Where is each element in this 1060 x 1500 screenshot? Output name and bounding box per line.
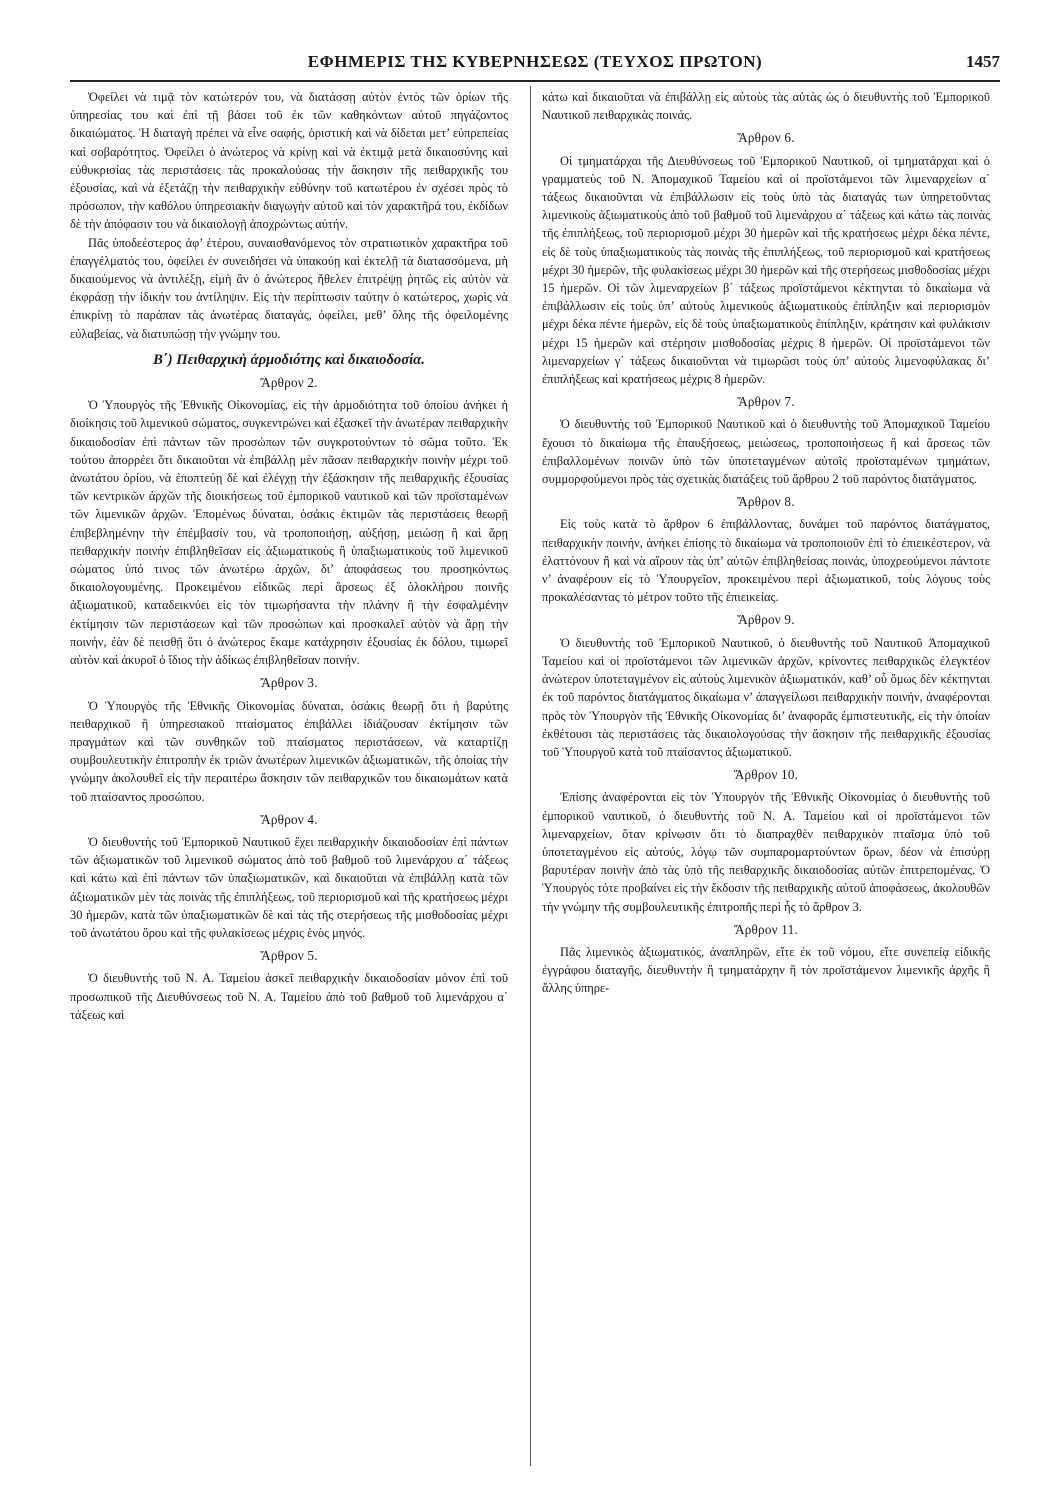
page-header <box>70 52 1000 78</box>
article-heading: Ἄρθρον 5. <box>260 948 318 964</box>
paragraph: Ὁ Ὑπουργὸς τῆς Ἐθνικῆς Οἰκονομίας δύναται, ὁσάκις θεωρῇ ὅτι ἡ βαρύτης πειθαρχικοῦ ἢ ὑπηρεσιακοῦ πταίσματος ἐπιβάλλει ἰδιάζουσαν ἐκτίμησιν τῶν πραγμάτων καὶ τῶν συνθηκῶν τοῦ πταίσματος περιστάσεων, νὰ καταρτίζῃ συμβουλευτικὴν ἐπιτροπὴν ἐκ τριῶν ἀνωτέρων λιμενικῶν ἀξιωματικῶν, τῆς ὁποίας τὴν γνώμην ἀκολουθεῖ εἰς τὴν περαιτέρω ἄσκησιν τῶν πειθαρχικῶν του δικαιωμάτων κατὰ τοῦ πταίσαντος προσώπου. <box>70 698 508 804</box>
article-heading: Ἄρθρον 6. <box>737 130 795 146</box>
paragraph: Ἐπίσης ἀναφέρονται εἰς τὸν Ὑπουργὸν τῆς Ἐθνικῆς Οἰκονομίας ὁ διευθυντὴς τοῦ ἐμπορικοῦ ναυτικοῦ, ὁ διευθυντὴς τοῦ Ν. Α. Ταμείου καὶ οἱ προϊστάμενοι τῶν λιμεναρχείων, ὅταν κρίνωσιν ὅτι τὸ διαπραχθὲν πειθαρχικὸν πταῖσμα ὑπὸ τοῦ ὑποτεταγμένου εἰς αὐτούς, λόγῳ τῶν συμπαρομαρτούντων ὅρων, δέον νὰ ἐπισύρῃ βαρυτέραν ποινὴν ἀπὸ τὰς ὑπὸ τῆς πειθαρχικῆς δικαιοδοσίας αὐτῶν ἐπιτρεπομένας. Ὁ Ὑπουργὸς τότε προβαίνει εἰς τὴν ἔκδοσιν τῆς πειθαρχικῆς αὐτοῦ ἀποφάσεως, ἀκολουθῶν τὴν γνώμην τῆς συμβουλευτικῆς ἐπιτροπῆς περὶ ἧς τὸ ἄρθρον 3. <box>542 790 990 914</box>
paragraph: Ὁ διευθυντὴς τοῦ Ἐμπορικοῦ Ναυτικοῦ ἔχει πειθαρχικὴν δικαιοδοσίαν ἐπὶ πάντων τῶν ἀξιωματικῶν τοῦ λιμενικοῦ σώματος ἀπὸ τοῦ βαθμοῦ τοῦ λιμενάρχου α΄ τάξεως καὶ κάτω καὶ ἐπὶ πάντων τῶν ὑπαξιωματικῶν, καὶ δικαιοῦται νὰ ἐπιβάλλῃ κατὰ τῶν ἀξιωματικῶν μὲν τὰς ποινὰς τῆς ἐπιπλήξεως, τοῦ περιορισμοῦ καὶ τῆς κρατήσεως μέχρι 30 ἡμερῶν, κατὰ τῶν ὑπαξιωματικῶν δὲ καὶ τὰς τῆς στερήσεως τῆς μισθοδοσίας μέχρι τοῦ ἀνωτάτου ὅρου καὶ τῆς φυλακίσεως μέχρις ἑνὸς μηνός. <box>70 834 508 940</box>
article-heading: Ἄρθρον 9. <box>737 612 795 628</box>
paragraph: Πᾶς ὑποδεέστερος ἀφ’ ἑτέρου, συναισθανόμενος τὸν στρατιωτικὸν χαρακτῆρα τοῦ ἐπαγγέλματός του, ὀφείλει ἐν συνειδήσει νὰ ὑπακούῃ καὶ ἐκτελῇ τὰ διατασσόμενα, μὴ δικαιούμενος νὰ ἀντιλέξῃ, εἰμὴ ἂν ὁ ἀνώτερος ἤθελεν ἐπιτρέψῃ ῥητῶς εἰς αὐτὸν νὰ ἐκφράσῃ τὴν ἰδικήν του ἀντίληψιν. Εἰς τὴν περίπτωσιν ταύτην ὁ κατώτερος, χωρὶς νὰ ἐπικρίνῃ τὸ παράπαν τὰς ἀνωτέρας διαταγάς, ὀφείλει, μεθ’ ὅλης τῆς ὀφειλομένης εὐλαβείας, νὰ διατυπώσῃ τὴν γνώμην του. <box>70 235 508 341</box>
article-heading: Ἄρθρον 10. <box>733 767 799 783</box>
paragraph: Οἱ τμηματάρχαι τῆς Διευθύνσεως τοῦ Ἐμπορικοῦ Ναυτικοῦ, οἱ τμηματάρχαι καὶ ὁ γραμματεὺς τοῦ Ν. Ἀπομαχικοῦ Ταμείου καὶ οἱ προϊστάμενοι τῶν λιμεναρχείων α΄ τάξεως δικαιοῦνται νὰ ἐπιβάλλωσιν εἰς τοὺς ὑπὸ τὰς διαταγάς των ὑπηρετοῦντας λιμενικοὺς ἀξιωματικοὺς ἀπὸ τοῦ βαθμοῦ τοῦ λιμενάρχου α΄ τάξεως καὶ κάτω τὰς ποινὰς τῆς ἐπιπλήξεως, τοῦ περιορισμοῦ μέχρι 30 ἡμερῶν καὶ τῆς κρατήσεως μέχρι δέκα πέντε, εἰς δὲ τοὺς ὑπαξιωματικοὺς τὰς ποινὰς τῆς ἐπιπλήξεως, τοῦ περιορισμοῦ καὶ κρατήσεως μέχρι 30 ἡμερῶν, τῆς φυλακίσεως μέχρι 30 ἡμερῶν καὶ τῆς στερήσεως μισθοδοσίας μέχρι 15 ἡμερῶν. Οἱ τῶν λιμεναρχείων β΄ τάξεως προϊστάμενοι κέκτηνται τὸ δικαίωμα νὰ ἐπιβάλλωσιν εἰς τοὺς ὑπ’ αὐτοὺς λιμενικοὺς ἀξιωματικοὺς ἐπίπληξιν καὶ περιορισμὸν μέχρι δέκα πέντε ἡμερῶν, εἰς δὲ τοὺς ὑπαξιωματικοὺς ἐπίπληξιν, κράτησιν καὶ φυλάκισιν μέχρι 15 ἡμερῶν καὶ στέρησιν μισθοδοσίας μέχρις 8 ἡμερῶν. Οἱ προϊστάμενοι τῶν λιμεναρχείων γ΄ τάξεως δικαιοῦνται νὰ τιμωρῶσι τοὺς ὑπ’ αὐτοὺς λιμενοφύλακας δι’ ἐπιπλήξεως καὶ κρατήσεως μέχρις 8 ἡμερῶν. <box>542 153 990 387</box>
article-heading: Ἄρθρον 4. <box>260 811 318 827</box>
right-column <box>542 88 990 1463</box>
paragraph: Εἰς τοὺς κατὰ τὸ ἄρθρον 6 ἐπιβάλλοντας, δυνάμει τοῦ παρόντος διατάγματος, πειθαρχικὴν ποινήν, ἀνήκει ἐπίσης τὸ δικαίωμα νὰ τροποποιοῦν ἐπὶ τὸ ἐπιεικέστερον, νὰ ἐλαττόνουν ἢ καὶ νὰ αἴρουν τὰς ὑπ’ αὐτῶν ἐπιβληθείσας ποινάς, ὑποχρεούμενοι πάντοτε ν’ ἀναφέρουν εἰς τὸ Ὑπουργεῖον, προκειμένου περὶ ἀξιωματικοῦ, τοὺς λόγους τοὺς προκαλέσαντας τὸ μέτρον τοῦτο τῆς ἐπιεικείας. <box>542 517 990 605</box>
paragraph: κάτω καὶ δικαιοῦται νὰ ἐπιβάλλῃ εἰς αὐτοὺς τὰς αὐτὰς ὡς ὁ διευθυντὴς τοῦ Ἐμπορικοῦ Ναυτικοῦ πειθαρχικὰς ποινάς. <box>542 90 990 123</box>
paragraph: Πᾶς λιμενικὸς ἀξιωματικός, ἀναπληρῶν, εἴτε ἐκ τοῦ νόμου, εἴτε συνεπείᾳ εἰδικῆς ἐγγράφου διαταγῆς, διευθυντὴν ἢ τμηματάρχην ἢ τὸν προϊστάμενον λιμενικῆς ἀρχῆς ἢ ἄλλης ὑπηρε- <box>542 944 990 996</box>
paragraph: Ὁ διευθυντὴς τοῦ Ν. Α. Ταμείου ἀσκεῖ πειθαρχικὴν δικαιοδοσίαν μόνον ἐπὶ τοῦ προσωπικοῦ τῆς Διευθύνσεως τοῦ Ν. Α. Ταμείου ἀπὸ τοῦ βαθμοῦ τοῦ λιμενάρχου α΄ τάξεως καὶ <box>70 971 508 1022</box>
paragraph: Ὁ διευθυντὴς τοῦ Ἐμπορικοῦ Ναυτικοῦ, ὁ διευθυντὴς τοῦ Ναυτικοῦ Ἀπομαχικοῦ Ταμείου καὶ οἱ προϊστάμενοι τῶν λιμενικῶν ἀρχῶν, κρίνοντες πειθαρχικῶς ἐλεγκτέον ἀνώτερον ὑποτεταγμένον εἰς αὐτοὺς λιμενικὸν ἀξιωματικόν, καθ’ οὗ ὅμως δὲν κέκτηνται ἐκ τοῦ παρόντος διατάγματος δικαίωμα ν’ ἀπαγγείλωσι πειθαρχικὴν ποινήν, ἀναφέρονται πρὸς τὸν Ὑπουργὸν τῆς Ἐθνικῆς Οἰκονομίας δι’ ἀναφορᾶς ἐμπιστευτικῆς, εἰς τὴν ὁποίαν ἐκθέτουσι τὰς περιστάσεις τὰς δικαιολογούσας τὴν ἄσκησιν τῆς πειθαρχικῆς ἐξουσίας τοῦ Ὑπουργοῦ κατὰ τοῦ πταίσαντος ἀξιωματικοῦ. <box>542 635 990 759</box>
article-heading: Ἄρθρον 7. <box>737 394 795 410</box>
paragraph: Ὁ διευθυντὴς τοῦ Ἐμπορικοῦ Ναυτικοῦ καὶ ὁ διευθυντὴς τοῦ Ἀπομαχικοῦ Ταμείου ἔχουσι τὸ δικαίωμα τῆς ἐπαυξήσεως, μειώσεως, τροποποιήσεως ἢ καὶ ἄρσεως τῶν ἐπιβαλλομένων ποινῶν ὑπὸ τῶν ὑποτεταγμένων αὐτοῖς προϊσταμένων τμημάτων, συμμορφούμενοι πρὸς τὰς σχετικὰς διατάξεις τοῦ ἄρθρου 2 τοῦ παρόντος διατάγματος. <box>542 417 990 487</box>
article-heading: Ἄρθρον 3. <box>260 675 318 691</box>
article-heading: Ἄρθρον 2. <box>260 375 318 391</box>
section-heading: Β΄) Πειθαρχικὴ ἁρμοδιότης καὶ δικαιοδοσία. <box>153 351 425 368</box>
header-rule <box>70 80 1000 82</box>
page-number: 1457 <box>966 52 1000 71</box>
paragraph: Ὁ Ὑπουργὸς τῆς Ἐθνικῆς Οἰκονομίας, εἰς τὴν ἁρμοδιότητα τοῦ ὁποίου ἀνήκει ἡ διοίκησις τοῦ λιμενικοῦ σώματος, συγκεντρώνει καὶ ἐξασκεῖ τὴν ἀνωτέραν πειθαρχικὴν δικαιοδοσίαν ἐπὶ πάντων τῶν προσώπων τῶν συγκροτούντων τὸ σῶμα τοῦτο. Ἐκ τούτου ἀπορρέει ὅτι δικαιοῦται νὰ ἐπιβάλλῃ μὲν πᾶσαν πειθαρχικὴν ποινὴν μέχρι τοῦ ἀνωτάτου ὁρίου, νὰ ἐποπτεύῃ δὲ καὶ ἐλέγχῃ τὴν ἐξάσκησιν τῆς πειθαρχικῆς ἐξουσίας τῶν κεντρικῶν ἀρχῶν τῆς διοικήσεως τοῦ ἐμπορικοῦ ναυτικοῦ καὶ τῶν προϊσταμένων τῶν λιμενικῶν ἀρχῶν. Ἐπομένως δύναται, ὁσάκις ἐκτιμῶν τὰς περιστάσεις θεωρῇ ἐπιβεβλημένην τὴν ἐπέμβασίν του, νὰ τροποποιήσῃ, αὐξήσῃ, μειώσῃ ἢ καὶ ἄρῃ πειθαρχικὴν ποινὴν ἐπιβληθεῖσαν εἰς ἀξιωματικοὺς ἢ ὑπαξιωματικοὺς τοῦ λιμενικοῦ σώματος ὑπό τινος τῶν ἀνωτέρω ἀρχῶν, δι’ ἀποφάσεως του προσηκόντως δικαιολογουμένης. Προκειμένου εἰδικῶς περὶ ἄρσεως ἐξ ὁλοκλήρου ποινῆς ἀξιωματικοῦ, καταδεικνύει εἰς τὸν τιμωρήσαντα τὴν πλάνην ἢ τὴν ἐσφαλμένην ἐκτίμησιν τῶν περιστάσεων καὶ τῶν προσώπων καὶ προσκαλεῖ αὐτὸν νὰ ἄρῃ τὴν ποινήν, ἐὰν δὲ πεισθῇ ὅτι ὁ ἀνώτερος ἔκαμε κατάχρησιν ἐξουσίας ἐκ δόλου, τιμωρεῖ αὐτὸν καὶ ἀκυροῖ ὁ ἴδιος τὴν ἀδίκως ἐπιβληθεῖσαν ποινήν. <box>70 398 508 668</box>
column-divider <box>530 86 531 1466</box>
paragraph: Ὀφείλει νὰ τιμᾷ τὸν κατώτερόν του, νὰ διατάσσῃ αὐτὸν ἐντὸς τῶν ὁρίων τῆς ὑπηρεσίας του καὶ ἐπὶ τῇ βάσει τοῦ ἐκ τῶν καθηκόντων αὐτοῦ πηγάζοντος δικαιώματος. Ἡ διαταγὴ πρέπει νὰ εἶνε σαφής, ὁριστικὴ καὶ νὰ δίδεται μετ’ εὐπρεπείας καὶ σοβαρότητος. Ὀφείλει ὁ ἀνώτερος νὰ κρίνῃ καὶ νὰ ἐκτιμᾷ μετὰ δικαιοσύνης καὶ εὐθυκρισίας τὰς περιστάσεις τὰς προκαλούσας τὴν ἄσκησιν τῆς πειθαρχικῆς του ἐξουσίας, καὶ νὰ ἐξετάζῃ τὴν πειθαρχικὴν εὐθύνην τοῦ κατωτέρου ἐν σχέσει πρὸς τὸ πρόσωπον, τὴν καθόλου ὑπηρεσιακὴν διαγωγὴν αὐτοῦ καὶ τὸν χαρακτῆρά του, ἐκδίδων δὲ τὴν ἀπόφασιν του νὰ δικαιολογῇ ἀποχρώντως αὐτήν. <box>70 90 508 232</box>
gazette-title: ΕΦΗΜΕΡΙΣ ΤΗΣ ΚΥΒΕΡΝΗΣΕΩΣ (ΤΕΥΧΟΣ ΠΡΩΤΟΝ) <box>307 52 763 71</box>
article-heading: Ἄρθρον 11. <box>734 921 798 937</box>
left-column <box>70 88 508 1463</box>
article-heading: Ἄρθρον 8. <box>737 494 795 510</box>
